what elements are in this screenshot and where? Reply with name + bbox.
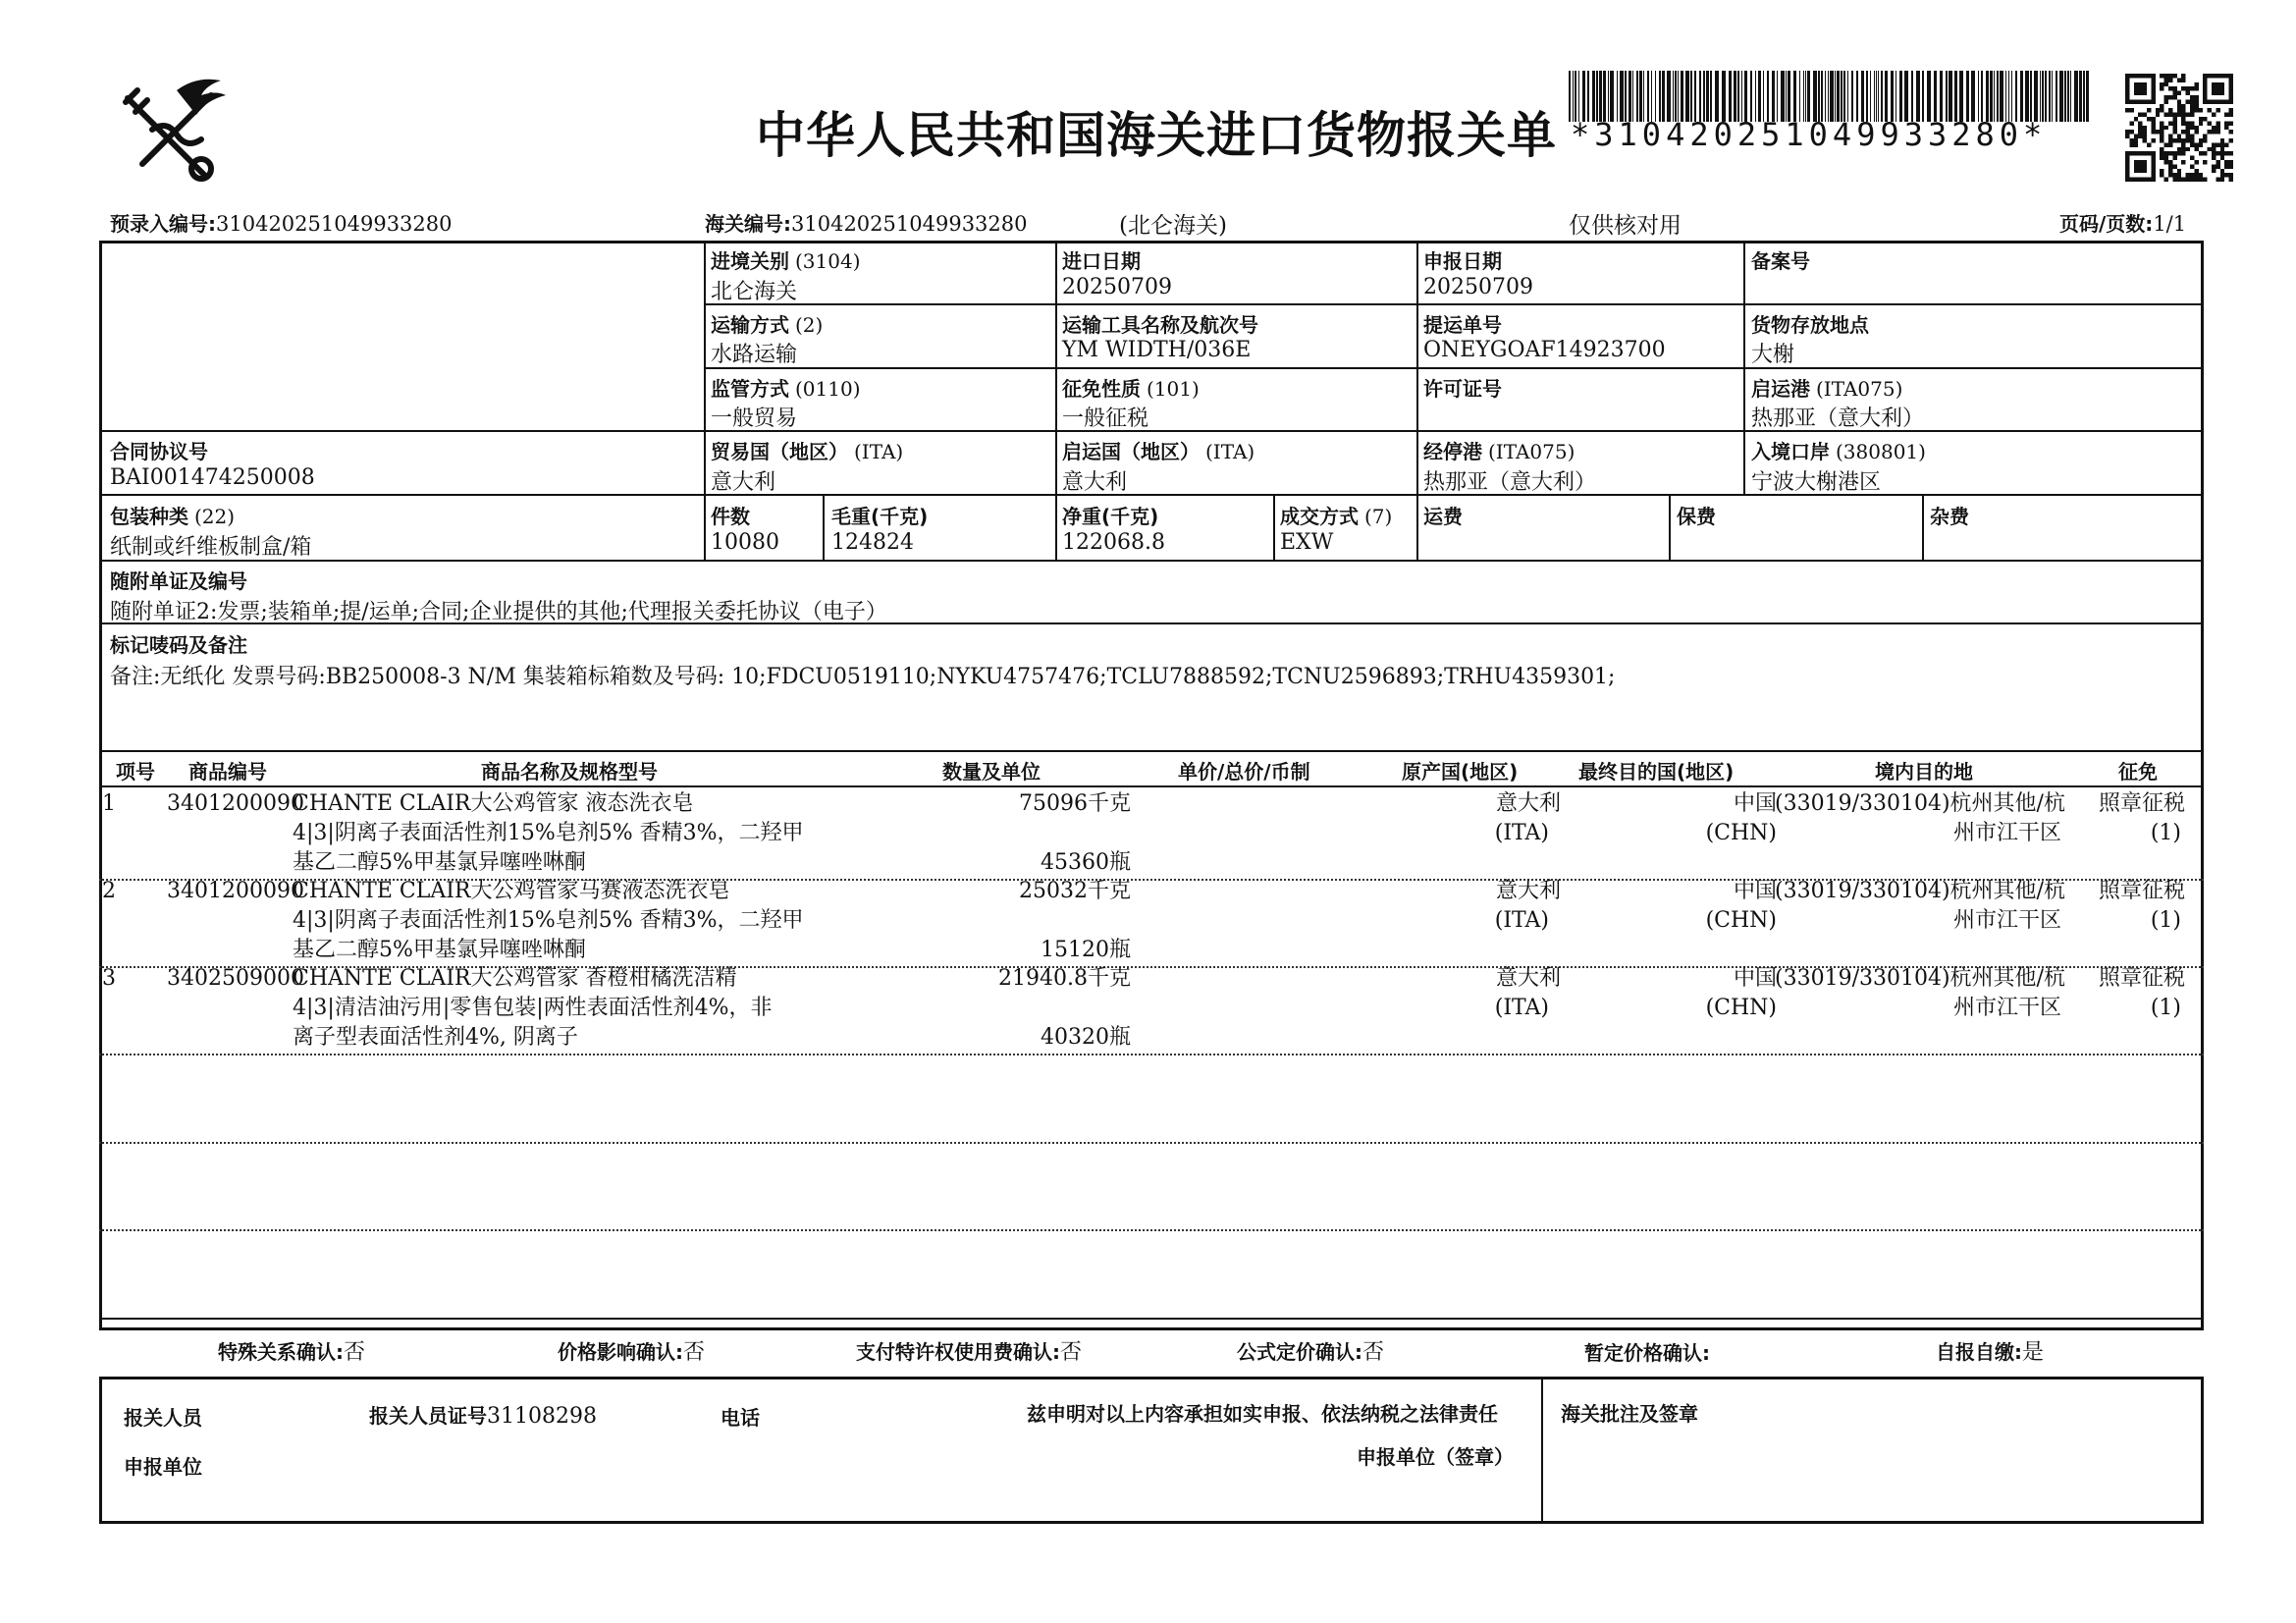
item-qty-count: 15120瓶 [1041, 938, 1131, 962]
depart-port-value: 热那亚（意大利） [1751, 406, 1925, 431]
item-origin: 意大利 [1495, 966, 1561, 991]
document-title: 中华人民共和国海关进口货物报关单 [756, 107, 1557, 164]
declare-date-label: 申报日期 [1423, 249, 1502, 273]
transit-port-label: 经停港 (ITA075) [1423, 440, 1575, 463]
declaring-unit-label: 申报单位 [124, 1455, 202, 1479]
net-weight-value: 122068.8 [1062, 530, 1165, 555]
entry-port-label: 进境关别 (3104) [711, 249, 861, 273]
item-domestic-dest-2: 州市江干区 [1953, 821, 2062, 845]
customs-sign-label: 海关批注及签章 [1561, 1402, 1698, 1426]
item-dest: 中国 [1733, 966, 1777, 991]
item-levy-code: (1) [2150, 996, 2181, 1020]
special-relation-confirm: 特殊关系确认:否 [218, 1340, 366, 1365]
page-value: 1/1 [2153, 212, 2187, 236]
transport-mode-label: 运输方式 (2) [711, 313, 824, 337]
trade-country-value: 意大利 [711, 470, 776, 495]
formula-price-confirm: 公式定价确认:否 [1237, 1340, 1385, 1365]
item-name-line: CHANTE CLAIR大公鸡管家马赛液态洗衣皂 [293, 879, 730, 903]
gross-weight-label: 毛重(千克) [831, 505, 929, 528]
item-domestic-dest: (33019/330104)杭州其他/杭 [1775, 966, 2065, 991]
bl-no-label: 提运单号 [1423, 313, 1502, 337]
misc-fee-label: 杂费 [1930, 505, 1969, 528]
contract-label: 合同协议号 [110, 440, 208, 463]
insurance-label: 保费 [1677, 505, 1716, 528]
item-origin-code: (ITA) [1494, 996, 1549, 1020]
customs-no-value: 310420251049933280 [791, 212, 1028, 236]
vessel-label: 运输工具名称及航次号 [1062, 313, 1258, 337]
depart-country-value: 意大利 [1062, 470, 1128, 495]
supervision-label: 监管方式 (0110) [711, 377, 861, 401]
levy-nature-label: 征免性质 (101) [1062, 377, 1200, 401]
license-label: 许可证号 [1423, 377, 1502, 401]
item-no: 1 [102, 791, 116, 816]
item-levy-code: (1) [2150, 908, 2181, 933]
deal-mode-label: 成交方式 (7) [1280, 505, 1393, 528]
declarant-label: 报关人员 [124, 1406, 202, 1430]
item-origin: 意大利 [1495, 879, 1561, 903]
item-domestic-dest: (33019/330104)杭州其他/杭 [1775, 879, 2065, 903]
item-dest-code: (CHN) [1705, 821, 1777, 845]
item-hs-code: 3402509000 [167, 966, 304, 991]
transport-mode-value: 水路运输 [711, 343, 798, 367]
item-spec-line: 4|3|阴离子表面活性剂15%皂剂5% 香精3%，二羟甲 [293, 821, 804, 845]
col-destination: 最终目的国(地区) [1578, 760, 1735, 784]
customs-no-label: 海关编号: [705, 212, 791, 236]
item-dest: 中国 [1733, 879, 1777, 903]
entry-port-value: 北仑海关 [711, 280, 798, 304]
barcode-image [1569, 71, 2094, 122]
package-value: 纸制或纤维板制盒/箱 [110, 535, 312, 560]
item-row [0, 873, 2296, 960]
preentry-value: 310420251049933280 [216, 212, 453, 236]
levy-nature-value: 一般征税 [1062, 406, 1149, 431]
item-origin: 意大利 [1495, 791, 1561, 816]
item-levy-code: (1) [2150, 821, 2181, 845]
col-domestic-destination: 境内目的地 [1875, 760, 1973, 784]
verification-notice: 仅供核对用 [1569, 213, 1682, 239]
item-dest: 中国 [1733, 791, 1777, 816]
item-hs-code: 3401200090 [167, 879, 304, 903]
preentry-number [110, 208, 453, 237]
item-dest-code: (CHN) [1705, 996, 1777, 1020]
barcode-number: *310420251049933280* [1571, 116, 2048, 153]
pieces-label: 件数 [711, 505, 750, 528]
storage-label: 货物存放地点 [1751, 313, 1869, 337]
depart-port-label: 启运港 (ITA075) [1751, 377, 1903, 401]
item-levy: 照章征税 [2099, 879, 2186, 903]
col-levy: 征免 [2118, 760, 2158, 784]
item-qty-weight: 75096千克 [1019, 791, 1131, 816]
item-domestic-dest-2: 州市江干区 [1953, 996, 2062, 1020]
page-label: 页码/页数: [2059, 212, 2154, 236]
trade-country-label: 贸易国（地区） (ITA) [711, 440, 904, 463]
col-price: 单价/总价/币制 [1178, 760, 1310, 784]
item-no: 3 [102, 966, 116, 991]
col-quantity: 数量及单位 [942, 760, 1041, 784]
item-qty-weight: 21940.8千克 [998, 966, 1131, 991]
royalty-confirm: 支付特许权使用费确认:否 [856, 1340, 1083, 1365]
declare-date-value: 20250709 [1423, 275, 1533, 299]
supervision-value: 一般贸易 [711, 406, 798, 431]
col-item-no: 项号 [116, 760, 155, 784]
freight-label: 运费 [1423, 505, 1463, 528]
col-goods-name: 商品名称及规格型号 [481, 760, 658, 784]
item-hs-code: 3401200090 [167, 791, 304, 816]
preentry-label: 预录入编号: [110, 212, 216, 236]
record-no-label: 备案号 [1751, 249, 1810, 273]
contract-value: BAI001474250008 [110, 465, 315, 490]
legal-statement: 兹申明对以上内容承担如实申报、依法纳税之法律责任 [1027, 1402, 1498, 1426]
page-number [2059, 208, 2186, 237]
item-origin-code: (ITA) [1494, 908, 1549, 933]
item-domestic-dest: (33019/330104)杭州其他/杭 [1775, 791, 2065, 816]
customs-office: (北仑海关) [1119, 213, 1227, 239]
item-qty-count: 40320瓶 [1041, 1025, 1131, 1050]
item-origin-code: (ITA) [1494, 821, 1549, 845]
bl-no-value: ONEYGOAF14923700 [1423, 338, 1666, 362]
customs-number [705, 208, 1028, 237]
item-spec-line: 基乙二醇5%甲基氯异噻唑啉酮 [293, 850, 586, 875]
col-hs-code: 商品编号 [188, 760, 267, 784]
item-spec-line: 4|3|清洁油污用|零售包装|两性表面活性剂4%，非 [293, 996, 773, 1020]
pieces-value: 10080 [711, 530, 779, 555]
transit-port-value: 热那亚（意大利） [1423, 470, 1597, 495]
vessel-value: YM WIDTH/036E [1062, 338, 1252, 362]
unit-seal-label: 申报单位（签章） [1357, 1445, 1514, 1469]
marks-value: 备注:无纸化 发票号码:BB250008-3 N/M 集装箱标箱数及号码: 10;FDCU0519110;NYKU4757476;TCLU7888592;TCNU2596893;TRHU4359301; [110, 665, 1616, 689]
deal-mode-value: EXW [1280, 530, 1334, 555]
net-weight-label: 净重(千克) [1062, 505, 1159, 528]
item-levy: 照章征税 [2099, 791, 2186, 816]
item-qty-count: 45360瓶 [1041, 850, 1131, 875]
item-row [0, 785, 2296, 873]
item-name-line: CHANTE CLAIR大公鸡管家 液态洗衣皂 [293, 791, 694, 816]
documents-value: 随附单证2:发票;装箱单;提/运单;合同;企业提供的其他;代理报关委托协议（电子） [110, 600, 887, 624]
storage-value: 大榭 [1751, 343, 1795, 367]
gross-weight-value: 124824 [831, 530, 914, 555]
package-label: 包装种类 (22) [110, 505, 236, 528]
phone-label: 电话 [721, 1406, 760, 1430]
item-domestic-dest-2: 州市江干区 [1953, 908, 2062, 933]
price-impact-confirm: 价格影响确认:否 [558, 1340, 706, 1365]
provisional-price-confirm: 暂定价格确认: [1584, 1341, 1710, 1365]
item-qty-weight: 25032千克 [1019, 879, 1131, 903]
item-dest-code: (CHN) [1705, 908, 1777, 933]
documents-label: 随附单证及编号 [110, 569, 247, 593]
entry-place-value: 宁波大榭港区 [1751, 470, 1882, 495]
col-origin: 原产国(地区) [1402, 760, 1519, 784]
item-row [0, 960, 2296, 1048]
entry-place-label: 入境口岸 (380801) [1751, 440, 1926, 463]
import-date-label: 进口日期 [1062, 249, 1141, 273]
self-pay-confirm: 自报自缴:是 [1936, 1340, 2045, 1365]
item-spec-line: 离子型表面活性剂4%, 阴离子 [293, 1025, 578, 1050]
import-date-value: 20250709 [1062, 275, 1172, 299]
item-levy: 照章征税 [2099, 966, 2186, 991]
item-spec-line: 基乙二醇5%甲基氯异噻唑啉酮 [293, 938, 586, 962]
depart-country-label: 启运国（地区） (ITA) [1062, 440, 1255, 463]
qr-code-image [2125, 74, 2233, 182]
item-no: 2 [102, 879, 116, 903]
item-spec-line: 4|3|阴离子表面活性剂15%皂剂5% 香精3%，二羟甲 [293, 908, 804, 933]
marks-label: 标记唛码及备注 [110, 633, 247, 657]
customs-emblem-icon [108, 71, 231, 189]
item-name-line: CHANTE CLAIR大公鸡管家 香橙柑橘洗洁精 [293, 966, 737, 991]
declarant-cert: 报关人员证号31108298 [369, 1404, 597, 1429]
